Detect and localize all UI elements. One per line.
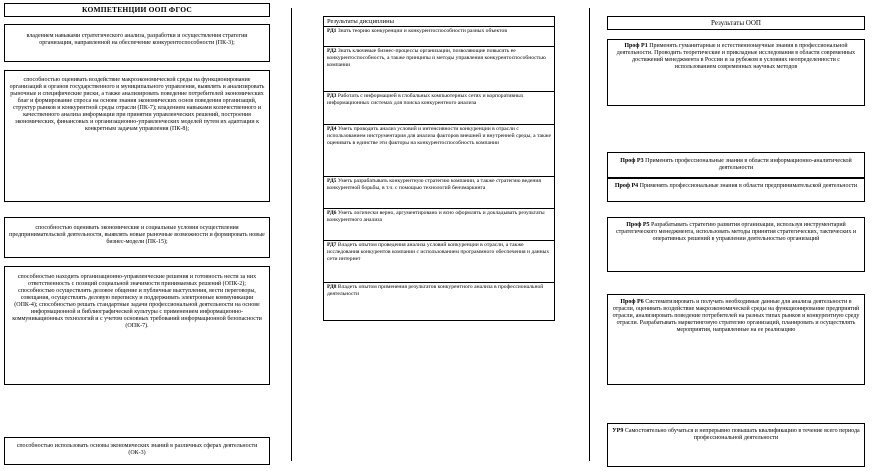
result-code: РД5 [327,178,337,184]
competency-box: способностью оценивать экономические и социальные условия осуществления предпринимательской деятельности, выявлять новые рыночные возможности и формировать новые бизнес-модели (ПК-15); [4,217,270,258]
discipline-result-row [324,209,554,241]
discipline-result-row [324,241,554,283]
result-code: РД8 [327,284,337,290]
result-text: Владеть опытом применения результатов конкурентного анализа в профессиональной деятельности [327,284,544,297]
competency-box: способностью использовать основы экономических знаний в различных сферах деятельности (ОК-3) [4,437,270,465]
outcome-code: Проф Р6 [620,299,644,305]
discipline-result-row [324,125,554,177]
outcome-text: Разрабатывать стратегию развития организации, используя инструментарий стратегического менеджмента, использовать методы принятия стратегических, тактических и оперативных решений в управлении деятельностью организаций [615,222,857,242]
result-code: РД3 [327,93,337,99]
outcome-box [607,217,865,272]
outcome-box [607,294,865,385]
outcome-text: Самостоятельно обучаться и непрерывно повышать квалификацию в течение всего периода профессиональной деятельности [624,428,860,441]
result-text: Уметь разрабатывать конкурентную стратегию компании, а также стратегию ведения конкурентной борьбы, в т.ч. с помощью технологий бенчмаркинга [327,178,541,191]
left-column-header: КОМПЕТЕНЦИИ ООП ФГОС [4,3,270,17]
outcome-code: Проф Р3 [620,158,644,164]
outcome-text: Систематизировать и получать необходимые данные для анализа деятельности в отрасли, оценивать воздействие макроэкономической среды на функционирование предприятий отрасли, анализировать поведение потребителей на разных типах рынков и конкурентную среду отрасли. Разрабатывать маркетинговую стратегию организаций, планировать и осуществлять мероприятия, направленные на ее реализацию [612,299,860,333]
outcome-box [607,39,865,106]
result-code: РД7 [327,242,337,248]
discipline-results-header: Результаты дисциплины [324,17,554,27]
result-text: Знать теорию конкуренции и конкурентоспособности разных объектов [337,28,507,34]
result-code: РД1 [327,28,337,34]
outcome-code: Проф Р4 [614,183,639,189]
competency-box: владением навыками стратегического анализа, разработки и осуществления стратегии организации, направленной на обеспечение конкурентоспособности (ПК-3); [4,24,270,62]
discipline-result-row [324,27,554,47]
outcome-text: Применять профессиональные знания в области предпринимательской деятельности [639,183,858,189]
result-text: Знать ключевые бизнес-процессы организации, позволяющие повысить ее конкурентоспособность, а также принципы и методы управления конкурентоспособностью компании [327,48,546,68]
discipline-result-row [324,92,554,125]
result-code: РД4 [327,126,337,132]
result-text: Владеть опытом проведения анализа условий конкуренции в отрасли, а также исследования конкурентов компании с использованием программного обеспечения и данных сети интернет [327,242,550,262]
result-text: Работать с информацией в глобальных компьютерных сетях и корпоративных информационных системах для поиска конкурентного анализа [327,93,524,106]
outcome-code: Проф Р1 [624,43,648,49]
outcome-text: Применять профессиональные знания в области информационно-аналитической деятельности [645,158,852,171]
left-connector-line [291,8,292,461]
discipline-result-row [324,47,554,92]
discipline-result-row [324,283,554,320]
result-text: Уметь проводить анализ условий и интенсивности конкуренции в отрасли с использованием инструментария для анализа факторов внешней и внутренней среды, а также оценивать в единстве эти факторы на конкурентоспособность компании [327,126,551,146]
outcome-box [607,178,865,202]
competency-box: способностью оценивать воздействие макроэкономической среды на функционирование организаций и органов государственного и муниципального управления, выявлять и анализировать рыночные и специфические риски, а также анализировать поведение потребителей экономических благ и формирование спроса на основе знания экономических основ поведения организаций, структур рынков и конкурентной среды отрасли (ПК-7); владением навыками количественного и качественного анализа информации при принятии управленческих решений, построения экономических, финансовых и организационно-управленческих моделей путем их адаптации к конкретным задачам управления (ПК-8); [4,70,270,202]
competency-box: способностью находить организационно-управленческие решения и готовность нести за них ответственность с позиций социальной значимости принимаемых решений (ОПК-2); способностью осуществлять деловое общение и публичные выступления, вести переговоры, совещания, осуществлять деловую переписку и поддерживать электронные коммуникации (ОПК-4); способностью решать стандартные задачи профессиональной деятельности на основе информационной и библиографической культуры с применением информационно-коммуникационных технологий и с учетом основных требований информационной безопасности (ОПК-7). [4,266,270,385]
result-code: РД6 [327,210,337,216]
result-code: РД2 [327,48,337,54]
outcome-text: Применять гуманитарные и естественнонаучные знания в профессиональной деятельности. Проводить теоретические и прикладные исследования в области современных достижений менеджмента в России и за рубежом в условиях неопределенности с использованием современных научных методов [616,43,856,70]
result-text: Уметь логически верно, аргументировано и ясно оформлять и докладывать результаты конкурентного анализа [327,210,545,223]
right-connector-line [589,8,590,461]
outcome-code: УР9 [612,428,624,434]
right-column-header: Результаты ООП [607,16,865,30]
discipline-results-table [323,16,555,321]
outcome-box [607,152,865,178]
discipline-result-row [324,177,554,209]
outcome-code: Проф Р5 [626,222,650,228]
outcome-box [607,423,865,467]
